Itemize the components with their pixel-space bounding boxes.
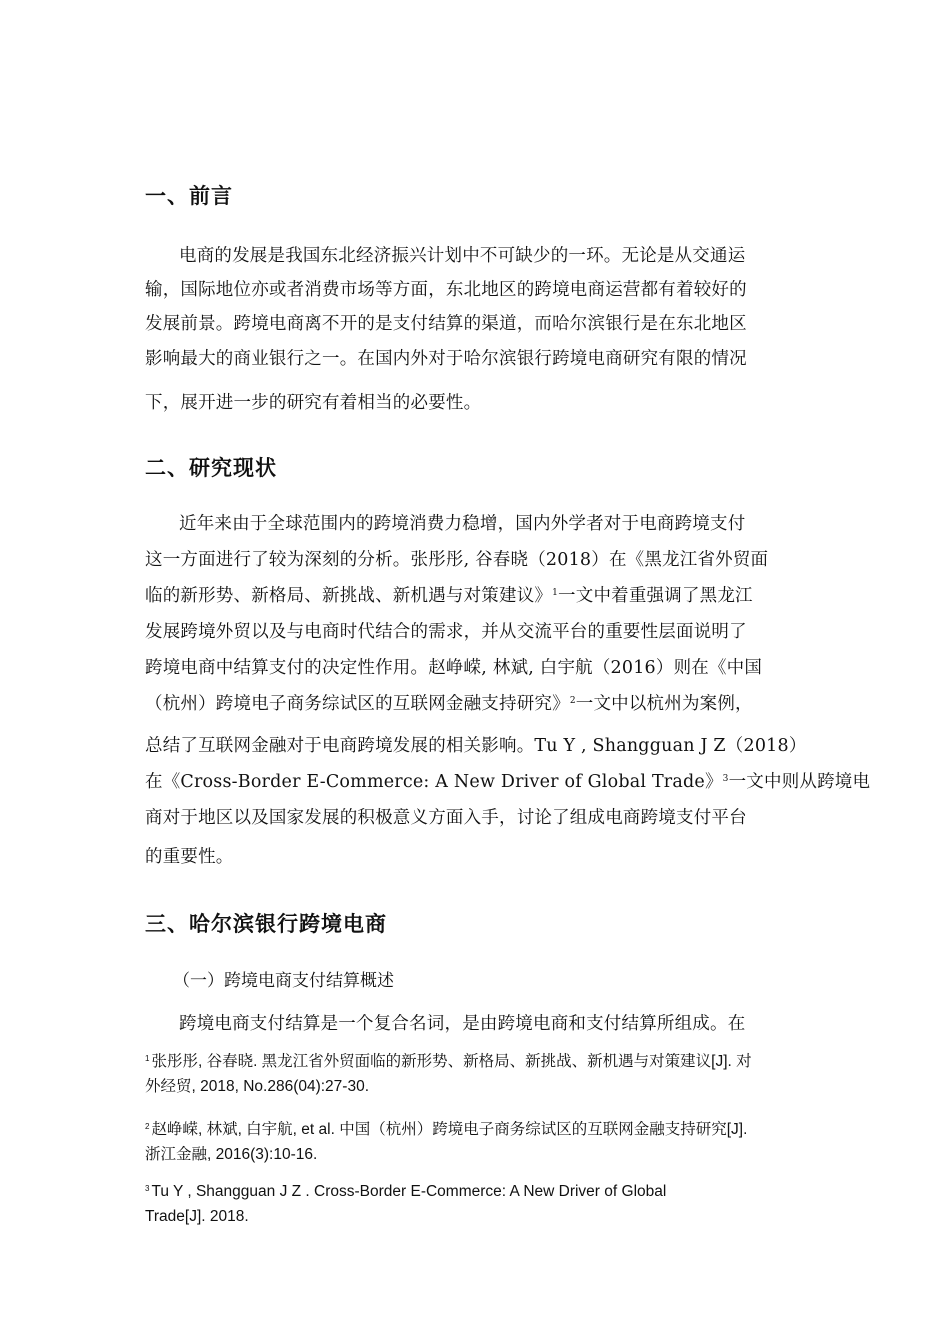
paragraph-line: 跨境电商支付结算是一个复合名词，是由跨境电商和支付结算所组成。在 xyxy=(179,1014,746,1034)
paragraph-line: 这一方面进行了较为深刻的分析。张彤彤, 谷春晓（2018）在《黑龙江省外贸面 xyxy=(145,550,769,570)
footnote-text: Tu Y , Shangguan J Z . Cross-Border E-Commerce: A New Driver of Global xyxy=(151,1183,667,1200)
section-heading-research-status: 二、研究现状 xyxy=(145,456,277,480)
footnote-3 xyxy=(145,1183,666,1201)
footnote-text: 赵峥嵘, 林斌, 白宇航, et al. 中国（杭州）跨境电子商务综试区的互联网金融支持研究[J]. xyxy=(151,1121,748,1138)
section-heading-harbin-bank: 三、哈尔滨银行跨境电商 xyxy=(145,912,387,936)
paragraph-line: 总结了互联网金融对于电商跨境发展的相关影响。Tu Y , Shangguan J Z（2018） xyxy=(145,736,807,756)
footnote-1-cont: 外经贸, 2018, No.286(04):27-30. xyxy=(145,1078,370,1095)
footnote-3-cont: Trade[J]. 2018. xyxy=(145,1208,249,1225)
paragraph-line: 商对于地区以及国家发展的积极意义方面入手，讨论了组成电商跨境支付平台 xyxy=(145,808,747,828)
text-span: 一文中则从跨境电 xyxy=(728,772,871,792)
footnote-mark: 2 xyxy=(145,1122,150,1131)
footnote-ref[interactable]: 3 xyxy=(722,774,729,784)
text-span: 一文中以杭州为案例， xyxy=(575,694,753,714)
footnote-text: 张彤彤, 谷春晓. 黑龙江省外贸面临的新形势、新格局、新挑战、新机遇与对策建议[J]. 对 xyxy=(151,1053,752,1070)
text-span: 一文中着重强调了黑龙江 xyxy=(558,586,753,606)
footnote-mark: 3 xyxy=(145,1184,150,1193)
footnote-1 xyxy=(145,1049,752,1071)
subsection-heading: （一）跨境电商支付结算概述 xyxy=(173,971,394,991)
paragraph-line: 跨境电商中结算支付的决定性作用。赵峥嵘, 林斌, 白宇航（2016）则在《中国 xyxy=(145,658,763,678)
footnote-2 xyxy=(145,1117,747,1139)
paragraph-line xyxy=(145,582,753,607)
paragraph-line: 电商的发展是我国东北经济振兴计划中不可缺少的一环。无论是从交通运 xyxy=(179,246,746,266)
paragraph-line xyxy=(145,768,870,793)
text-span: 临的新形势、新格局、新挑战、新机遇与对策建议》 xyxy=(145,586,553,606)
text-span: 在《Cross-Border E-Commerce: A New Driver of Global Trade》 xyxy=(145,772,723,792)
paragraph-line: 发展前景。跨境电商离不开的是支付结算的渠道，而哈尔滨银行是在东北地区 xyxy=(145,314,747,334)
paragraph-line: 影响最大的商业银行之一。在国内外对于哈尔滨银行跨境电商研究有限的情况 xyxy=(145,349,747,369)
footnote-ref[interactable]: 2 xyxy=(569,696,576,706)
footnote-mark: 1 xyxy=(145,1054,150,1063)
footnote-ref[interactable]: 1 xyxy=(552,588,559,598)
paragraph-line xyxy=(145,690,753,715)
paragraph-line: 近年来由于全球范围内的跨境消费力稳增，国内外学者对于电商跨境支付 xyxy=(179,514,746,534)
paragraph-line: 的重要性。 xyxy=(145,847,234,867)
paragraph-line: 发展跨境外贸以及与电商时代结合的需求，并从交流平台的重要性层面说明了 xyxy=(145,622,747,642)
paragraph-line: 下，展开进一步的研究有着相当的必要性。 xyxy=(145,393,482,413)
text-span: （杭州）跨境电子商务综试区的互联网金融支持研究》 xyxy=(145,694,570,714)
section-heading-preface: 一、前言 xyxy=(145,184,233,208)
footnote-2-cont: 浙江金融, 2016(3):10-16. xyxy=(145,1146,318,1163)
paragraph-line: 输，国际地位亦或者消费市场等方面，东北地区的跨境电商运营都有着较好的 xyxy=(145,280,747,300)
